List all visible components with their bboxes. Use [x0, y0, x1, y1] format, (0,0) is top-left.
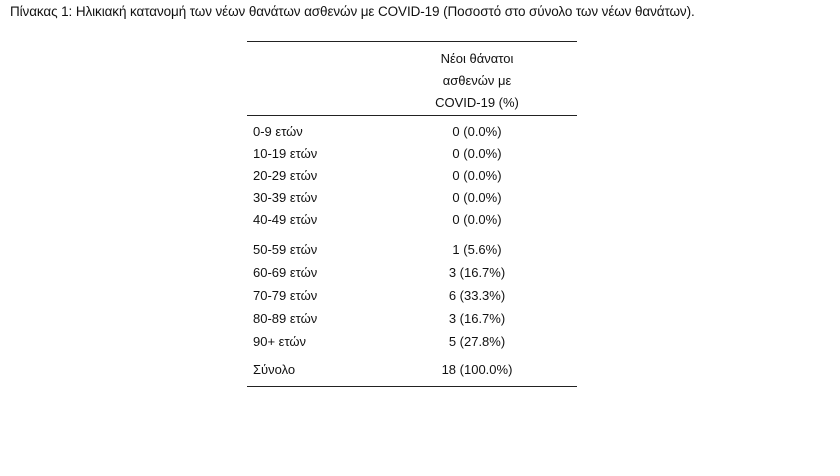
row-label: 90+ ετών [253, 334, 307, 349]
row-label: 10-19 ετών [253, 146, 318, 161]
row-label: 60-69 ετών [253, 265, 318, 280]
row-value: 0 (0.0%) [452, 168, 502, 183]
table-row [247, 121, 577, 143]
row-value: 1 (5.6%) [452, 242, 502, 257]
row-label: 70-79 ετών [253, 288, 318, 303]
row-label: 50-59 ετών [253, 242, 318, 257]
table-row [247, 187, 577, 209]
table-caption: Πίνακας 1: Ηλικιακή κατανομή των νέων θανάτων ασθενών με COVID-19 (Ποσοστό στο σύνολο των νέων θανάτων). [10, 4, 695, 19]
column-header-new-deaths [407, 48, 547, 114]
table-row [247, 143, 577, 165]
row-label: 80-89 ετών [253, 311, 318, 326]
table-row [247, 239, 577, 261]
table-row [247, 285, 577, 307]
table-row [247, 308, 577, 330]
row-value: 3 (16.7%) [448, 311, 506, 326]
row-value: 0 (0.0%) [452, 146, 502, 161]
row-label: 30-39 ετών [253, 190, 318, 205]
column-header-line: COVID-19 (%) [435, 95, 519, 110]
table-row-total [247, 359, 577, 381]
row-value: 0 (0.0%) [452, 124, 502, 139]
table-header-rule [247, 115, 577, 116]
row-value: 0 (0.0%) [452, 190, 502, 205]
row-label: Σύνολο [253, 362, 296, 377]
row-value: 0 (0.0%) [452, 212, 502, 227]
row-value: 3 (16.7%) [448, 265, 506, 280]
row-label: 20-29 ετών [253, 168, 318, 183]
column-header-line: Νέοι θάνατοι [440, 51, 514, 66]
row-value: 5 (27.8%) [448, 334, 506, 349]
row-label: 40-49 ετών [253, 212, 318, 227]
row-value: 18 (100.0%) [441, 362, 513, 377]
table-row [247, 331, 577, 353]
table-row [247, 262, 577, 284]
column-header-line: ασθενών με [442, 73, 512, 88]
table-bottom-rule [247, 386, 577, 387]
table-row [247, 209, 577, 231]
table-row [247, 165, 577, 187]
row-value: 6 (33.3%) [448, 288, 506, 303]
table-top-rule [247, 41, 577, 42]
row-label: 0-9 ετών [253, 124, 303, 139]
